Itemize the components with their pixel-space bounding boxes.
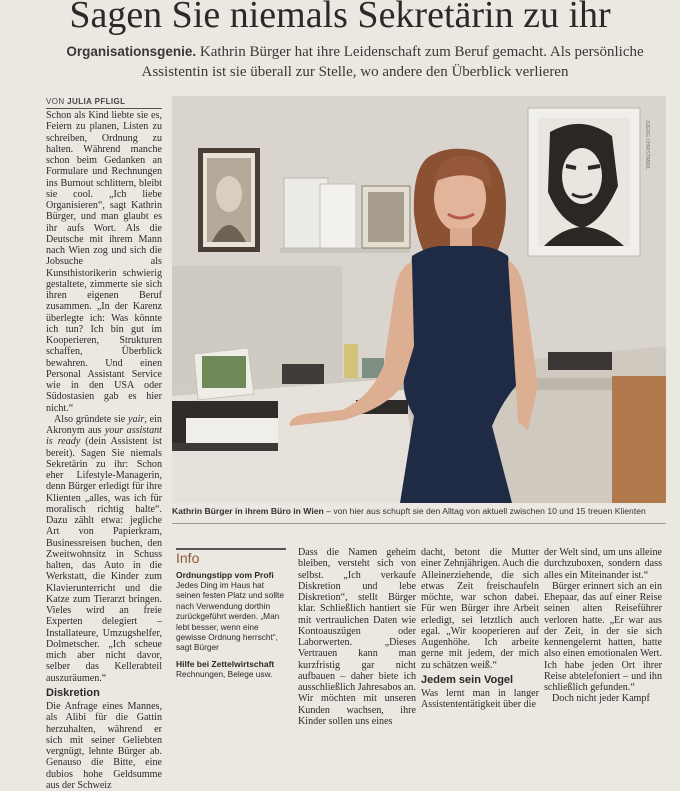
col3-paragraph-2: Was lernt man in langer Assistententätigkeit über die (421, 688, 539, 711)
info-box (176, 550, 286, 694)
column-4 (544, 547, 662, 705)
caption-name: Kathrin Bürger in ihrem Büro in Wien (172, 506, 324, 516)
left-paragraph-2 (46, 414, 162, 684)
left-p2-ital2: your assistant is ready (46, 425, 162, 448)
caption-rule (172, 523, 666, 524)
info-text-1: Jedes Ding im Haus hat seinen festen Platz und sollte nach Verwendung dorthin zurückgeführt werden. „Man lebt besser, wenn eine gewisse Ordnung herrscht“, sagt Bürger (176, 580, 284, 653)
byline (46, 97, 125, 106)
subline-text: Kathrin Bürger hat ihre Leidenschaft zum Beruf gemacht. Als persönliche Assistentin ist sie überall zur Stelle, wo andere den Überblick verlieren (141, 44, 644, 80)
subline (60, 42, 650, 82)
left-p2-start: Also gründete sie (54, 413, 129, 425)
column-3 (421, 547, 539, 711)
byline-prefix: VON (46, 97, 65, 106)
col3-paragraph-1: dacht, betont die Mutter einer Zehnjährigen. Auch die Alleinerziehende, die sich etwas Zeit freischaufeln möchte, war schon dabei. Für wen Bürger ihre Arbeit erledigt, sei letztlich auch egal. „Wir kooperieren auf Augenhöhe. Ich arbeite gerne mit jedem, der mich zu schätzen weiß.“ (421, 547, 539, 671)
subline-kicker: Organisationsgenie. (66, 44, 197, 59)
info-heading-1: Ordnungstipp vom Profi (176, 570, 274, 580)
left-p2-ital1: yair (128, 413, 145, 425)
byline-author: JULIA PFLIGL (67, 97, 126, 106)
col4-paragraph-2: Bürger erinnert sich an ein Ehepaar, das auf einer Reise seinen alten Reiseführer verloren hatte. „Er war aus der Zeit, in der sie sich kennengelernt hatten, hatte also einen emotionalen Wert. Ich habe jeden Ort ihrer Reise abtelefoniert – und ihn schließlich gefunden.“ (544, 580, 662, 693)
column-2 (298, 547, 417, 727)
info-text-2: Rechnungen, Belege usw. (176, 668, 273, 679)
col2-paragraph: Dass die Namen geheim bleiben, versteht sich von selbst. „Ich verkaufe Diskretion und lebe Diskretion“, stellt Bürger klar. Schließlich hantiert sie mit vertraulichen Daten wie Kontoauszügen oder Laborwerten. „Dieses Vertrauen kann man kurzfristig gar nicht aufbauen – daher biete ich ausschließlich Jahresabos an. Wir möchten mit unseren Kunden wachsen, ihre Kinder sollen uns eines (298, 547, 417, 727)
heading-diskretion: Diskretion (46, 686, 100, 699)
article-photo (172, 96, 666, 503)
left-p2-end: (dein Assistent ist bereit). Sagen Sie niemals Sekretärin zu ihr: Schon eher Lifestyle-Managerin, denn Bürger erledigt für ihre Klienten „alles, was ich für moralisch richtig halte“. Dazu zählt etwa: jegliche Art von Papierkram, Businessreisen buchen, den Zweitwohnsitz in Schuss halten, das Auto in die Werkstatt, die Kinder zum Klavierunterricht und die Katze zum Tierarzt bringen. Vieles wird an freie Experten delegiert – Installateure, Umzugshelfer, Dolmetscher. „Ich scheue mich aber nicht davor, selber das Kellerabteil auszuräumen.“ (46, 436, 162, 684)
info-title: Info (176, 550, 200, 566)
left-paragraph-1: Schon als Kind liebte sie es, Feiern zu planen, Listen zu schreiben, Ordnung zu halten. Während manche schon beim Gedanken an Formulare und Rechnungen ins Burnout schlittern, bleibt sie cool. „Ich liebe Organisieren“, sagt Kathrin Bürger, und man glaubt es ihr aufs Wort. Als die Deutsche mit ihrem Mann nach Wien zog und sich die Jobsuche als Kunsthistorikerin schwierig gestaltete, zimmerte sie sich ihren eigenen Beruf zusammen. „In der Karenz überlegte ich: Was könnte ich tun? Ich bin gut im Kooperieren, Strukturen schaffen, Überblick bewahren. Und einen Personal Assistant Service wie in den USA oder Südostasien gab es hier nicht.“ (46, 110, 162, 414)
left-paragraph-3: Die Anfrage eines Mannes, als Alibi für die Gattin herzuhalten, während er sich mit seiner Geliebten vergnügt, lehnte Bürger ab. Genauso die Bitte, eine dubios hohe Geldsumme aus der Schweiz (46, 701, 162, 791)
photo-caption (172, 506, 666, 516)
headline: Sagen Sie niemals Sekretärin zu ihr (69, 0, 611, 36)
photo-credit: JUERG CHRISTANDL (644, 120, 650, 170)
info-heading-2: Hilfe bei Zettelwirtschaft (176, 658, 275, 669)
caption-text: – von hier aus schupft sie den Alltag von aktuell zwischen 10 und 15 treuen Klienten (323, 506, 646, 516)
left-column (46, 110, 162, 791)
left-p2-mid: , ein Akronym aus (46, 413, 162, 436)
col4-paragraph-1: der Welt sind, um uns alleine durchzuboxen, sondern dass alles ein Miteinander ist.“ (544, 547, 662, 581)
photo-illustration (172, 96, 666, 503)
col4-paragraph-3: Doch nicht jeder Kampf (552, 693, 650, 705)
heading-jedem-sein-vogel: Jedem sein Vogel (421, 673, 514, 686)
byline-rule (46, 108, 162, 109)
